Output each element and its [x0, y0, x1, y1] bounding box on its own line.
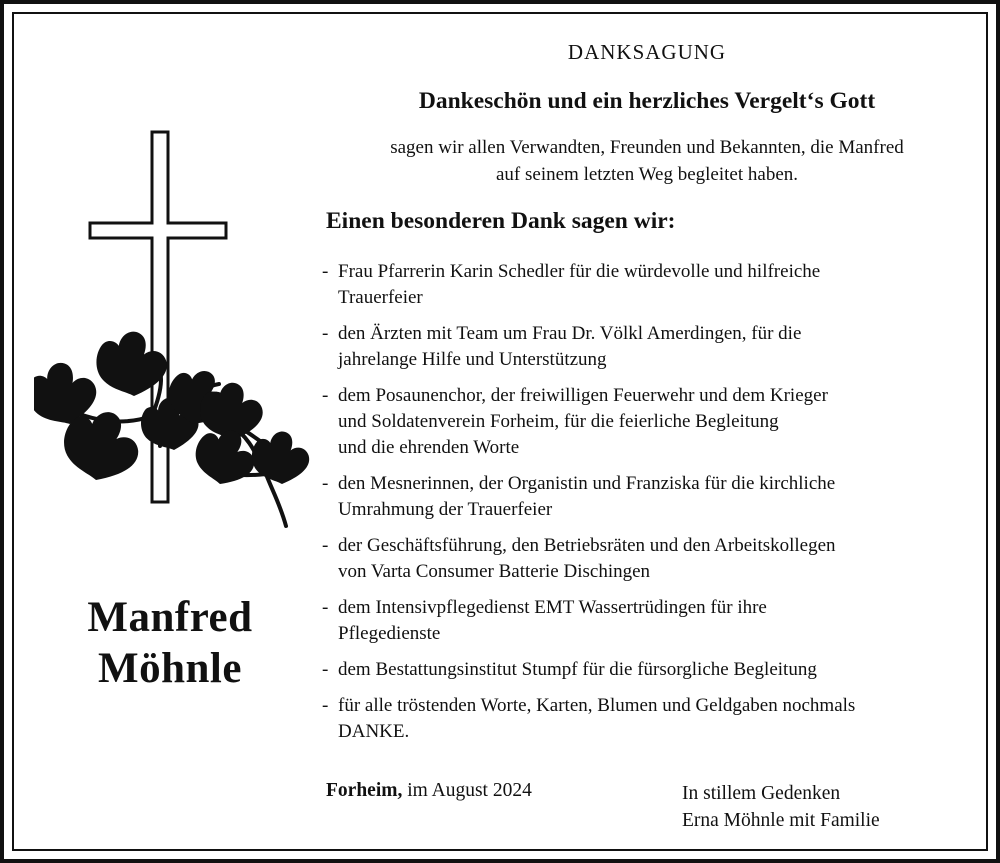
list-item: [322, 259, 972, 311]
list-item: [322, 383, 972, 461]
date-text: im August 2024: [407, 780, 532, 801]
intro-text: [322, 134, 972, 188]
list-item-text: den Mesnerinnen, der Organistin und Franziska für die kirchliche Umrahmung der Trauerfeier: [338, 473, 836, 520]
signoff: [682, 780, 880, 834]
list-item: [322, 693, 972, 745]
right-column: [322, 14, 972, 849]
list-item: [322, 321, 972, 373]
list-item-text: dem Intensivpflegedienst EMT Wassertrüdingen für ihre Pflegedienste: [338, 597, 767, 644]
list-dash: -: [322, 473, 329, 494]
cross-with-ivy-icon: [34, 124, 314, 564]
intro-line: sagen wir allen Verwandten, Freunden und Bekannten, die Manfred: [390, 137, 904, 158]
list-dash: -: [322, 659, 329, 680]
list-dash: -: [322, 695, 329, 716]
deceased-last-name: Möhnle: [98, 645, 242, 692]
list-item-text: dem Bestattungsinstitut Stumpf für die fürsorgliche Begleitung: [338, 659, 817, 680]
deceased-name: [14, 592, 326, 694]
intro-line: auf seinem letzten Weg begleitet haben.: [496, 164, 798, 185]
list-dash: -: [322, 597, 329, 618]
signoff-line: In stillem Gedenken: [682, 783, 841, 804]
list-dash: -: [322, 261, 329, 282]
deceased-first-name: Manfred: [87, 594, 253, 641]
list-dash: -: [322, 535, 329, 556]
list-item-text: für alle tröstenden Worte, Karten, Blumen und Geldgaben nochmals DANKE.: [338, 695, 856, 742]
notice-type-heading: DANKSAGUNG: [567, 40, 727, 64]
thanks-list: [322, 259, 972, 755]
place-and-date: [326, 780, 532, 802]
list-item-text: Frau Pfarrerin Karin Schedler für die würdevolle und hilfreiche Trauerfeier: [338, 261, 821, 308]
list-item: [322, 595, 972, 647]
main-heading: Dankeschön und ein herzliches Vergelt‘s Gott: [418, 88, 876, 114]
list-item-text: dem Posaunenchor, der freiwilligen Feuerwehr und dem Krieger und Soldatenverein Forheim, für die feierliche Begleitung und die ehrenden Worte: [338, 385, 828, 458]
section-title: Einen besonderen Dank sagen wir:: [326, 208, 676, 234]
list-item: [322, 657, 972, 683]
list-item: [322, 533, 972, 585]
list-item-text: den Ärzten mit Team um Frau Dr. Völkl Amerdingen, für die jahrelange Hilfe und Unterstützung: [338, 323, 802, 370]
left-column: [14, 14, 314, 849]
list-dash: -: [322, 323, 329, 344]
signoff-line: Erna Möhnle mit Familie: [682, 810, 880, 831]
list-item: [322, 471, 972, 523]
place-name: Forheim,: [326, 780, 403, 801]
list-dash: -: [322, 385, 329, 406]
list-item-text: der Geschäftsführung, den Betriebsräten und den Arbeitskollegen von Varta Consumer Batterie Dischingen: [338, 535, 836, 582]
